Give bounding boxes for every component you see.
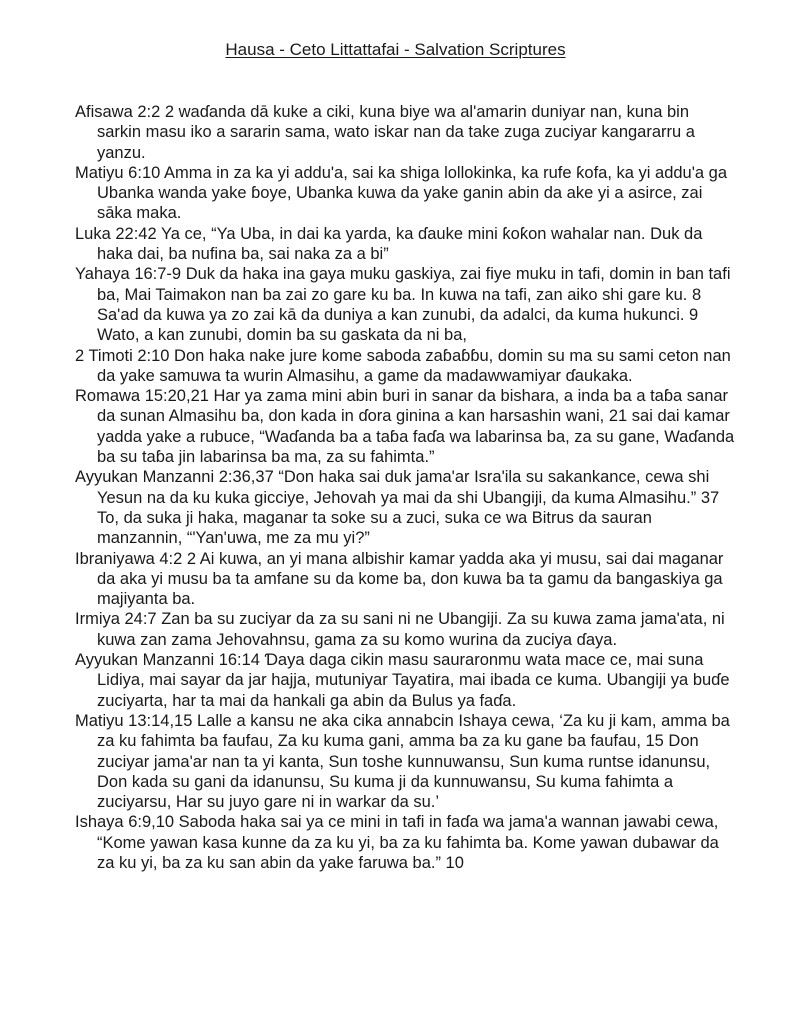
scripture-entry-ayyukan-16: Ayyukan Manzanni 16:14 Ɗaya daga cikin masu sauraronmu wata mace ce, mai suna Lidiya, mai sayar da jar hajja, mutuniyar Tayatira, mai ibada ce kuma. Ubangiji ya buɗe zuciyarta, har ta mai da hankali ga abin da Bulus ya faɗa. bbox=[75, 651, 730, 710]
scripture-list bbox=[75, 102, 735, 873]
scripture-entry-ayyukan-2: Ayyukan Manzanni 2:36,37 “Don haka sai duk jama'ar Isra'ila su sakankance, cewa shi Yesun na da ku kuka gicciye, Jehovah ya mai da shi Ubangiji, da kuma Almasihu.” 37 To, da suka ji haka, maganar ta soke su a zuci, suka ce wa Bitrus da sauran manzannin, “'Yan'uwa, me za mu yi?” bbox=[75, 468, 720, 548]
scripture-entry-ishaya: Ishaya 6:9,10 Saboda haka sai ya ce mini in tafi in faɗa wa jama'a wannan jawabi cewa, “Kome yawan kasa kunne da za ku yi, ba za ku fahimta ba. Kome yawan dubawar da za ku yi, ba za ku san abin da yake faruwa ba.” 10 bbox=[75, 813, 719, 872]
scripture-entry-timoti: 2 Timoti 2:10 Don haka nake jure kome saboda zaɓaɓɓu, domin su ma su sami ceton nan da yake samuwa ta wurin Almasihu, a game da madawwamiyar ɗaukaka. bbox=[75, 346, 731, 385]
scripture-entry-afisawa: Afisawa 2:2 2 waɗanda dā kuke a ciki, kuna biye wa al'amarin duniyar nan, kuna bin sarkin masu iko a sararin sama, wato iskar nan da take zuga zuciyar kangararru a yanzu. bbox=[75, 103, 695, 162]
scripture-entry-ibraniyawa: Ibraniyawa 4:2 2 Ai kuwa, an yi mana albishir kamar yadda aka yi musu, sai dai maganar da aka yi musu ba ta amfane su da kome ba, don kuwa ba ta gamu da bangaskiya ga majiyanta ba. bbox=[75, 549, 724, 609]
scripture-entry-matiyu-6: Matiyu 6:10 Amma in za ka yi addu'a, sai ka shiga lollokinka, ka rufe ƙofa, ka yi addu'a ga Ubanka wanda yake ɓoye, Ubanka kuwa da yake ganin abin da ake yi a asirce, zai sāka maka. bbox=[75, 163, 727, 223]
scripture-entry-romawa: Romawa 15:20,21 Har ya zama mini abin buri in sanar da bishara, a inda ba a taɓa sanar da sunan Almasihu ba, don kada in ɗora ginina a kan harsashin wani, 21 sai dai kamar yadda yake a rubuce, “Waɗanda ba a taɓa faɗa wa labarinsa ba, za su gane, Waɗanda ba su taɓa jin labarinsa ba ma, za su fahimta.” bbox=[75, 387, 735, 467]
scripture-entry-irmiya: Irmiya 24:7 Zan ba su zuciyar da za su sani ni ne Ubangiji. Za su kuwa zama jama'ata, ni kuwa zan zama Jehovahnsu, gama za su komo wurina da zuciya ɗaya. bbox=[75, 610, 725, 649]
page-title: Hausa - Ceto Littattafai - Salvation Scriptures bbox=[225, 40, 566, 59]
scripture-entry-matiyu-13: Matiyu 13:14,15 Lalle a kansu ne aka cika annabcin Ishaya cewa, ‘Za ku ji kam, amma ba za ku fahimta ba faufau, Za ku kuma gani, amma ba za ku gane ba faufau, 15 Don zuciyar jama'ar nan ta yi kanta, Sun toshe kunnuwansu, Sun kuma runtse idanunsu, Don kada su gani da idanunsu, Su kuma ji da kunnuwansu, Su kuma fahimta a zuciyarsu, Har su juyo gare ni in warkar da su.’ bbox=[75, 711, 730, 812]
scripture-entry-yahaya: Yahaya 16:7-9 Duk da haka ina gaya muku gaskiya, zai fiye muku in tafi, domin in ban tafi ba, Mai Taimakon nan ba zai zo gare ku ba. In kuwa na tafi, zan aiko shi gare ku. 8 Sa'ad da kuwa ya zo zai kā da duniya a kan zunubi, da adalci, da kuma hukunci. 9 Wato, a kan zunubi, domin ba su gaskata da ni ba, bbox=[75, 265, 731, 345]
scripture-entry-luka: Luka 22:42 Ya ce, “Ya Uba, in dai ka yarda, ka ɗauke mini ƙoƙon wahalar nan. Duk da haka dai, ba nufina ba, sai naka za a bi” bbox=[75, 224, 703, 264]
